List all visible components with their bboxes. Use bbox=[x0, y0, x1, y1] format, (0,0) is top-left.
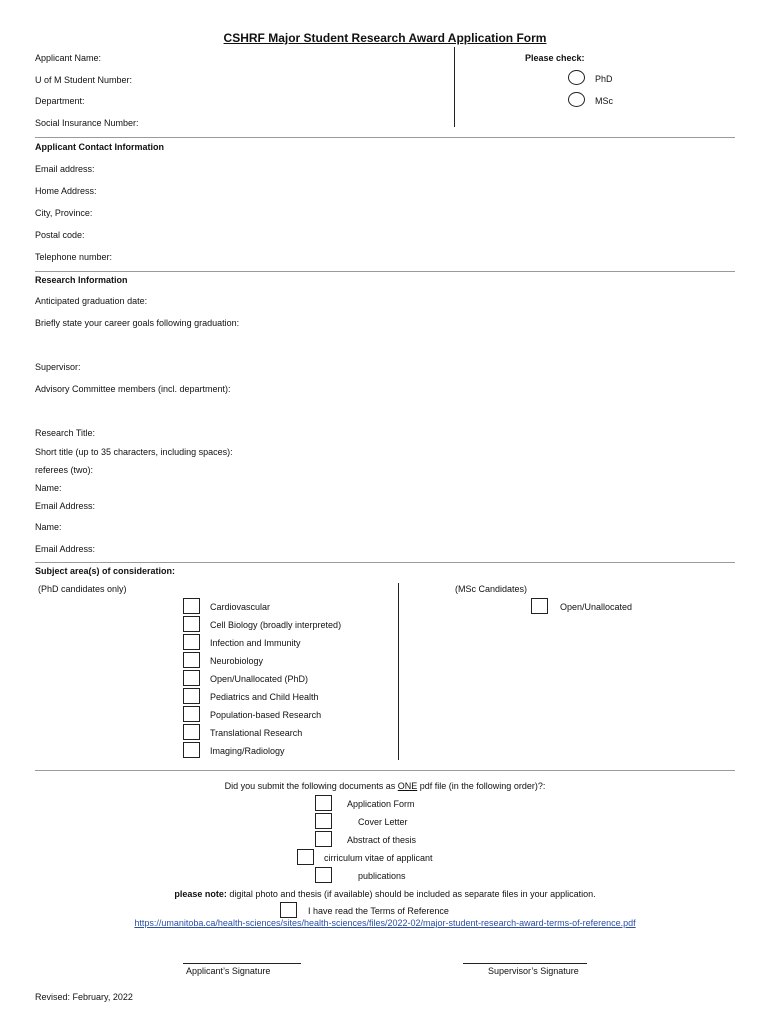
applicant-divider bbox=[454, 47, 455, 127]
cv-checkbox[interactable] bbox=[297, 849, 314, 865]
city-province-label: City, Province: bbox=[35, 208, 93, 218]
divider-subject bbox=[35, 562, 735, 563]
research-heading: Research Information bbox=[35, 275, 128, 285]
open-unallocated-phd-label: Open/Unallocated (PhD) bbox=[210, 674, 309, 684]
please-check-label: Please check: bbox=[525, 53, 585, 63]
msc-label: MSc bbox=[595, 96, 613, 106]
home-address-label: Home Address: bbox=[35, 186, 97, 196]
supervisor-signature-line bbox=[463, 963, 587, 964]
photo-thesis-note: please note: digital photo and thesis (if available) should be included as separate files in your application. bbox=[174, 889, 596, 899]
msc-open-unallocated-checkbox[interactable] bbox=[531, 598, 548, 614]
imaging-radiology-checkbox[interactable] bbox=[183, 742, 200, 758]
referee2-name-label: Name: bbox=[35, 522, 62, 532]
applicant-name-label: Applicant Name: bbox=[35, 53, 102, 63]
msc-open-unallocated-label: Open/Unallocated bbox=[560, 602, 633, 612]
msc-radio[interactable] bbox=[568, 92, 585, 107]
publications-label: publications bbox=[358, 871, 406, 881]
telephone-label: Telephone number: bbox=[35, 252, 113, 262]
infection-immunity-label: Infection and Immunity bbox=[210, 638, 301, 648]
referee1-name-label: Name: bbox=[35, 483, 62, 493]
terms-link[interactable]: https://umanitoba.ca/health-sciences/sites/health-sciences/files/2022-02/major-student-research-award-terms-of-reference.pdf bbox=[134, 918, 636, 928]
terms-label: I have read the Terms of Reference bbox=[308, 906, 449, 916]
pediatrics-checkbox[interactable] bbox=[183, 688, 200, 704]
divider-research bbox=[35, 271, 735, 272]
sin-label: Social Insurance Number: bbox=[35, 118, 139, 128]
infection-immunity-checkbox[interactable] bbox=[183, 634, 200, 650]
cardiovascular-checkbox[interactable] bbox=[183, 598, 200, 614]
cell-biology-checkbox[interactable] bbox=[183, 616, 200, 632]
research-title-label: Research Title: bbox=[35, 428, 96, 438]
applicant-signature-line bbox=[183, 963, 301, 964]
publications-checkbox[interactable] bbox=[315, 867, 332, 883]
neurobiology-checkbox[interactable] bbox=[183, 652, 200, 668]
supervisor-signature-label: Supervisor’s Signature bbox=[488, 966, 579, 976]
email-label: Email address: bbox=[35, 164, 95, 174]
phd-radio[interactable] bbox=[568, 70, 585, 85]
pediatrics-label: Pediatrics and Child Health bbox=[210, 692, 319, 702]
cover-letter-label: Cover Letter bbox=[358, 817, 408, 827]
subject-divider bbox=[398, 583, 399, 760]
translational-research-label: Translational Research bbox=[210, 728, 303, 738]
neurobiology-label: Neurobiology bbox=[210, 656, 264, 666]
divider-contact bbox=[35, 137, 735, 138]
referee2-email-label: Email Address: bbox=[35, 544, 96, 554]
referees-label: referees (two): bbox=[35, 465, 94, 475]
contact-heading: Applicant Contact Information bbox=[35, 142, 164, 152]
application-form-checkbox[interactable] bbox=[315, 795, 332, 811]
documents-question: Did you submit the following documents as ONE pdf file (in the following order)?: bbox=[224, 781, 546, 791]
population-research-checkbox[interactable] bbox=[183, 706, 200, 722]
cell-biology-label: Cell Biology (broadly interpreted) bbox=[210, 620, 342, 630]
cardiovascular-label: Cardiovascular bbox=[210, 602, 271, 612]
population-research-label: Population-based Research bbox=[210, 710, 322, 720]
career-goals-label: Briefly state your career goals following graduation: bbox=[35, 318, 240, 328]
revised-date: Revised: February, 2022 bbox=[35, 992, 133, 1002]
open-unallocated-phd-checkbox[interactable] bbox=[183, 670, 200, 686]
supervisor-label: Supervisor: bbox=[35, 362, 81, 372]
phd-candidates-heading: (PhD candidates only) bbox=[38, 584, 127, 594]
form-title: CSHRF Major Student Research Award Application Form bbox=[223, 31, 547, 45]
committee-label: Advisory Committee members (incl. department): bbox=[35, 384, 231, 394]
translational-research-checkbox[interactable] bbox=[183, 724, 200, 740]
short-title-label: Short title (up to 35 characters, including spaces): bbox=[35, 447, 233, 457]
graduation-date-label: Anticipated graduation date: bbox=[35, 296, 148, 306]
abstract-checkbox[interactable] bbox=[315, 831, 332, 847]
imaging-radiology-label: Imaging/Radiology bbox=[210, 746, 285, 756]
divider-documents bbox=[35, 770, 735, 771]
terms-checkbox[interactable] bbox=[280, 902, 297, 918]
student-number-label: U of M Student Number: bbox=[35, 75, 133, 85]
referee1-email-label: Email Address: bbox=[35, 501, 96, 511]
applicant-signature-label: Applicant’s Signature bbox=[186, 966, 271, 976]
msc-candidates-heading: (MSc Candidates) bbox=[455, 584, 528, 594]
postal-code-label: Postal code: bbox=[35, 230, 85, 240]
cv-label: cirriculum vitae of applicant bbox=[324, 853, 433, 863]
abstract-label: Abstract of thesis bbox=[347, 835, 417, 845]
phd-label: PhD bbox=[595, 74, 613, 84]
application-form-label: Application Form bbox=[347, 799, 415, 809]
cover-letter-checkbox[interactable] bbox=[315, 813, 332, 829]
department-label: Department: bbox=[35, 96, 85, 106]
subject-heading: Subject area(s) of consideration: bbox=[35, 566, 176, 576]
